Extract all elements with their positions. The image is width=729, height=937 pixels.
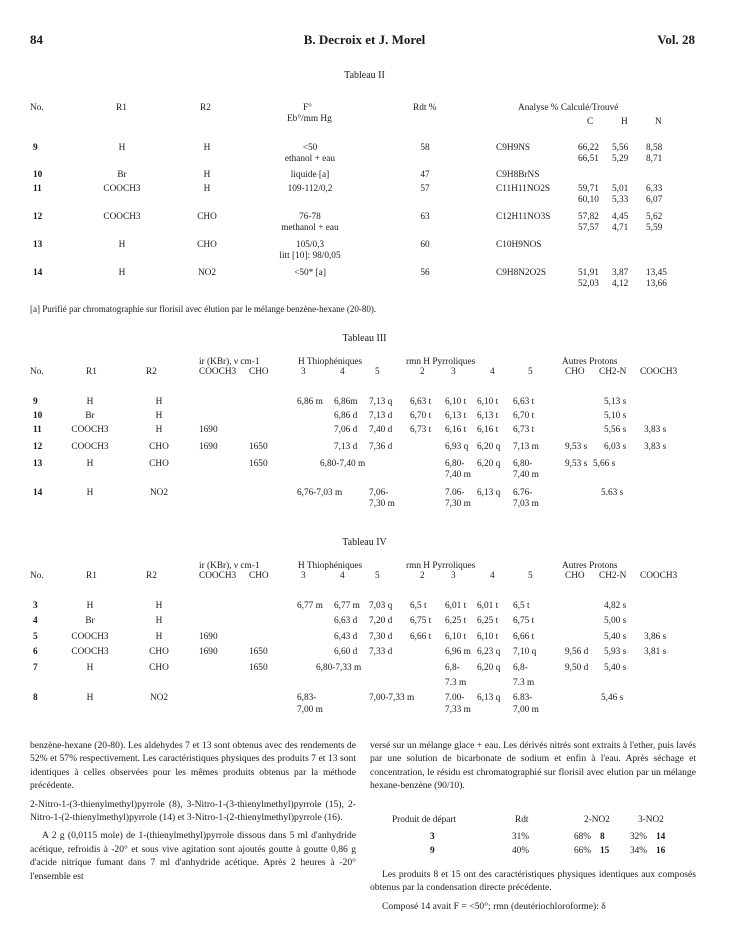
cell-p5: 6,73 t [513,425,535,435]
right-paragraph-2: Les produits 8 et 15 ont des caractéristiques physiques identiques aux composés obtenus par la condensation directe précédente. [370,869,696,894]
col-analyse: Analyse % Calculé/Trouvé [518,103,619,113]
cell-r2: H [155,632,163,642]
cell-no: 13 [33,459,43,469]
cell-p4: 6,20 q [477,442,501,452]
cell-h-found: 5,33 [612,195,629,205]
cell-cho: 9,50 d [565,663,589,673]
cell-start: 3 [430,832,435,842]
cell-t3: 6,86 m [297,397,323,407]
cell-cooch3: 3,81 s [644,647,667,657]
col-ir: ir (KBr), ν cm-1 [199,561,260,571]
cell-ch2n: 5,40 s [604,663,627,673]
cell-t5: 7,30 d [369,632,393,642]
running-title: B. Decroix et J. Morel [303,32,426,47]
col-pyr-5: 5 [528,367,533,377]
cell-no: 5 [33,632,38,642]
right-paragraph-3: Composé 14 avait F = <50°; rmn (deutériochloroforme): δ [382,900,606,912]
col-pyrrolic: rmn H Pyrroliques [406,357,476,367]
col-r1: R1 [116,103,127,113]
left-paragraph-2: 2-Nitro-1-(3-thienylmethyl)pyrrole (8), 3-Nitro-1-(3-thienylmethyl)pyrrole (15), 2-Nitro-1-(2-thienylmethyl)pyrrole (14) et 3-Nitro-1-(2-thienylmethyl)pyrrole (16). [30,798,356,824]
cell-f: 109-112/0,2 [287,184,333,194]
cell-r2: NO2 [149,693,169,703]
cell-h: 3,87 [612,268,629,278]
col-2no2: 2-NO2 [584,815,610,825]
cell-p2: 6,66 t [410,632,432,642]
left-paragraph-3: A 2 g (0,0115 mole) de 1-(thienylmethyl)pyrrole dissous dans 5 ml d'anhydride acétique, refroidis à -20° et sous vive agitation sont ajoutés goutte à goutte 0,86 g d'acide nitrique fumant dans 7 ml d'anhydride acétique. Après 2 heures à -20° l'ensemble est [30,830,356,882]
cell-no: 9 [33,397,38,407]
cell-no: 10 [33,170,43,180]
cell-start: 9 [430,846,435,856]
cell-no: 14 [33,268,43,278]
col-ir-cho: CHO [249,571,269,581]
cell-p4: 6,01 t [477,601,499,611]
cell-n: 8,58 [646,143,663,153]
cell-p3-cont: 7,30 m [445,499,471,509]
cell-r2: H [155,601,163,611]
cell-f: <50 [302,143,318,153]
cell-p5: 7,10 q [513,647,537,657]
col-ir-cooch3: COOCH3 [199,571,237,581]
cell-r2: CHO [197,212,217,222]
cell-t5: 7,33 d [369,647,393,657]
cell-ch2n: 6,03 s [604,442,627,452]
cell-p2: 6,5 t [410,601,427,611]
cell-t3: 6,77 m [297,601,323,611]
col-h: H [621,117,628,127]
cell-t5: 7,13 d [369,411,393,421]
col-thiophenic: H Thiophéniques [298,561,363,571]
col-start: Produit de départ [392,815,457,825]
cell-ir1: 1690 [199,647,218,657]
col-rdt: Rdt % [413,103,437,113]
cell-ir1: 1690 [199,425,218,435]
cell-t5: 7,40 d [369,425,393,435]
cell-r2: H [155,397,163,407]
cell-p5-cont: 7,40 m [513,470,539,480]
cell-ch2n: 5.63 s [601,488,624,498]
cell-rdt: 56 [420,268,430,278]
cell-p3: 6,25 t [445,616,467,626]
col-thio-3: 3 [301,571,306,581]
col-pyr-4: 4 [490,367,495,377]
right-paragraph-1: versé sur un mélange glace + eau. Les dérivés nitrés sont extraits à l'ether, puis lavés par une solution de bicarbonate de sodium et enfin à l'eau. Après séchage et concentration, le résidu est chromatographié sur florisil avec elution par un mélange hexane-benzène (90/10). [370,740,696,792]
cell-ch2n: 5,40 s [604,632,627,642]
cell-ch2n: 5,46 s [601,693,624,703]
col-pyr-5: 5 [528,571,533,581]
cell-p4: 6,23 q [477,647,501,657]
cell-p4: 6,13 q [477,488,501,498]
cell-3no2-compound: 14 [656,832,666,842]
cell-rdt: 47 [420,170,430,180]
cell-p5: 6,8- [513,663,528,673]
cell-p5: 7,13 m [513,442,539,452]
cell-r1: H [86,693,94,703]
cell-ir2: 1650 [249,459,268,469]
cell-f: liquide [a] [290,170,330,180]
cell-r2: H [203,143,211,153]
cell-r1: H [118,268,126,278]
cell-r2: CHO [197,240,217,250]
cell-r1: COOCH3 [71,425,109,435]
cell-p5: 6,66 t [513,632,535,642]
cell-2no2-compound: 15 [600,846,610,856]
col-pyr-4: 4 [490,571,495,581]
col-cooch3: COOCH3 [640,367,678,377]
cell-t4: 6,63 d [334,616,358,626]
cell-no: 7 [33,663,38,673]
cell-p2: 6,73 t [410,425,432,435]
cell-r1: Br [85,411,95,421]
cell-n-found: 5,59 [646,223,663,233]
cell-n-found: 13,66 [646,279,667,289]
table-2-footnote: [a] Purifié par chromatographie sur florisil avec élution par le mélange benzène-hexane (20-80). [30,304,377,314]
col-ir: ir (KBr), ν cm-1 [199,357,260,367]
cell-formula: C9H8N2O2S [496,268,547,278]
cell-n-found: 6,07 [646,195,663,205]
col-ir-cho: CHO [249,367,269,377]
cell-formula: C9H8BrNS [496,170,540,180]
cell-r1: H [86,488,94,498]
cell-ir2: 1650 [249,442,268,452]
cell-cooch3: 3,83 s [644,425,667,435]
cell-ir2: 1650 [249,647,268,657]
cell-r1: H [86,459,94,469]
cell-r2: H [203,184,211,194]
col-pyr-2: 2 [420,367,425,377]
cell-r1: H [86,397,94,407]
cell-c-found: 60,10 [578,195,599,205]
cell-h-found: 4,12 [612,279,629,289]
col-pyr-2: 2 [420,571,425,581]
col-no: No. [30,367,44,377]
col-eb: Eb°/mm Hg [287,114,332,124]
cell-p5: 6,5 t [513,601,530,611]
right-column-bottom [370,868,696,918]
cell-no: 8 [33,693,38,703]
cell-r2: CHO [149,663,169,673]
cell-p5: 6.76- [513,488,533,498]
table-3-title: Tableau III [342,333,387,344]
cell-p5: 6.83- [513,693,533,703]
cell-t5: 7,36 d [369,442,393,452]
cell-ch2n: 5,13 s [604,397,627,407]
cell-n-found: 8,71 [646,154,663,164]
cell-thio-range: 7,00-7,33 m [369,693,415,703]
cell-f-solvent: ethanol + eau [284,154,336,164]
cell-t5: 7,03 q [369,601,393,611]
cell-r1: Br [117,170,127,180]
cell-f: 105/0,3 [295,240,325,250]
cell-ch2n: 5,56 s [604,425,627,435]
cell-t4: 6,86 d [334,411,358,421]
cell-c-found: 66,51 [578,154,599,164]
cell-t4: 7,06 d [334,425,358,435]
cell-p3: 6,16 t [445,425,467,435]
page-number: 84 [30,32,43,47]
cell-p2: 6,75 t [410,616,432,626]
cell-t4: 6,43 d [334,632,358,642]
cell-thio-range: 6,80-7,40 m [320,459,366,469]
cell-p4: 6,20 q [477,663,501,673]
cell-p4: 6,13 q [477,693,501,703]
cell-2no2: 68% [574,832,592,842]
cell-p3: 6,93 q [445,442,469,452]
cell-t3-cont: 7,00 m [297,705,323,715]
col-thio-3: 3 [301,367,306,377]
cell-ch2n: 5,00 s [604,616,627,626]
cell-r2: H [155,411,163,421]
cell-thio-range: 6,80-7,33 m [316,663,362,673]
cell-no: 6 [33,647,38,657]
left-column [30,739,356,888]
col-thio-5: 5 [375,571,380,581]
cell-p4: 6,25 t [477,616,499,626]
cell-r2: CHO [149,459,169,469]
cell-r2: CHO [149,647,169,657]
cell-r2: H [155,616,163,626]
col-r1: R1 [86,367,97,377]
left-paragraph-1: benzène-hexane (20-80). Les aldehydes 7 et 13 sont obtenus avec des rendements de 52% et 57% respectivement. Les caractéristiques physiques des produits 7 et 13 sont identiques à celles observées pour les mêmes produits obtenus par la méthode précédente. [30,740,356,792]
cell-t4: 6,86m [334,397,358,407]
cell-p4: 6,16 t [477,425,499,435]
cell-n: 6,33 [646,184,663,194]
cell-t5-cont: 7,30 m [369,499,395,509]
col-thio-4: 4 [340,571,345,581]
cell-r1: COOCH3 [71,442,109,452]
cell-p5: 6,75 t [513,616,535,626]
cell-cho: 9,56 d [565,647,589,657]
cell-rdt: 57 [420,184,430,194]
cell-thio-range: 6,76-7,03 m [297,488,343,498]
col-no: No. [30,571,44,581]
cell-no: 3 [33,601,38,611]
cell-p3-cont: 7.3 m [445,678,467,688]
col-n: N [655,117,662,127]
cell-h: 5,56 [612,143,629,153]
cell-r2: H [155,425,163,435]
col-ch2n: CH2-N [599,571,627,581]
cell-ir1: 1690 [199,442,218,452]
cell-f: 76-78 [299,212,321,222]
col-ch2n: CH2-N [599,367,627,377]
cell-r2: NO2 [197,268,217,278]
cell-p5-cont: 7,03 m [513,499,539,509]
cell-c-found: 57,57 [578,223,599,233]
col-r1: R1 [86,571,97,581]
col-ir-cooch3: COOCH3 [199,367,237,377]
cell-r1: H [86,663,94,673]
cell-p5-cont: 7.3 m [513,678,535,688]
cell-p4: 6,20 q [477,459,501,469]
cell-p3: 6,10 t [445,397,467,407]
cell-p3-cont: 7,33 m [445,705,471,715]
cell-r1: Br [85,616,95,626]
cell-ch2n: 5,66 s [593,459,616,469]
cell-formula: C11H11NO2S [496,184,551,194]
cell-t5: 7,06- [369,488,389,498]
cell-rdt: 63 [420,212,430,222]
cell-no: 12 [33,442,43,452]
cell-formula: C9H9NS [496,143,531,153]
cell-t4: 7,13 d [334,442,358,452]
cell-p3: 6,13 t [445,411,467,421]
cell-n: 5,62 [646,212,663,222]
cell-r2: H [203,170,211,180]
cell-3no2: 34% [630,846,648,856]
cell-p3-cont: 7,40 m [445,470,471,480]
cell-ch2n: 5,10 s [604,411,627,421]
col-r2: R2 [146,571,157,581]
col-pyr-3: 3 [451,367,456,377]
cell-p5: 6,80- [513,459,533,469]
cell-h-found: 4,71 [612,223,629,233]
cell-rdt: 40% [512,846,530,856]
cell-r1: COOCH3 [103,184,141,194]
cell-r2: NO2 [149,488,169,498]
volume: Vol. 28 [657,32,695,47]
cell-r1: H [86,601,94,611]
cell-2no2-compound: 8 [600,832,605,842]
cell-f-solvent: litt [10]: 98/0,05 [279,251,341,261]
cell-cooch3: 3,86 s [644,632,667,642]
col-cho: CHO [565,571,585,581]
cell-h: 5,01 [612,184,629,194]
cell-p5: 6,70 t [513,411,535,421]
col-other-protons: Autres Protons [562,561,618,571]
cell-3no2: 32% [630,832,648,842]
cell-rdt: 58 [420,143,430,153]
cell-t5: 7,13 q [369,397,393,407]
cell-c: 59,71 [578,184,599,194]
col-no: No. [30,103,44,113]
cell-p3: 6,96 m [445,647,471,657]
cell-formula: C12H11NO3S [496,212,551,222]
cell-rdt: 60 [420,240,430,250]
cell-p3: 7.00- [445,693,465,703]
cell-c: 66,22 [578,143,599,153]
cell-r1: COOCH3 [103,212,141,222]
cell-r1: COOCH3 [71,632,109,642]
cell-p4: 6,10 t [477,632,499,642]
cell-r1: H [118,240,126,250]
col-r2: R2 [200,103,211,113]
cell-no: 9 [33,143,38,153]
right-column-top [370,739,696,798]
table-2-title: Tableau II [344,70,385,81]
cell-ch2n: 4,82 s [604,601,627,611]
col-thio-5: 5 [375,367,380,377]
cell-no: 11 [33,425,42,435]
cell-h-found: 5,29 [612,154,629,164]
cell-p4: 6,13 t [477,411,499,421]
cell-no: 12 [33,212,43,222]
cell-no: 13 [33,240,43,250]
cell-t3: 6,83- [297,693,317,703]
cell-p2: 6,63 t [410,397,432,407]
cell-r1: H [118,143,126,153]
cell-p3: 6,8- [445,663,460,673]
cell-c-found: 52,03 [578,279,599,289]
cell-ir1: 1690 [199,632,218,642]
table-4-title: Tableau IV [342,537,387,548]
col-thiophenic: H Thiophéniques [298,357,363,367]
cell-no: 4 [33,616,38,626]
cell-r1: COOCH3 [71,647,109,657]
cell-h: 4,45 [612,212,629,222]
col-cooch3: COOCH3 [640,571,678,581]
cell-p3: 6,01 t [445,601,467,611]
cell-t4: 6,77 m [334,601,360,611]
cell-2no2: 66% [574,846,592,856]
cell-p3: 6,10 t [445,632,467,642]
cell-f: <50* [a] [294,268,326,278]
col-pyrrolic: rmn H Pyrroliques [406,561,476,571]
cell-3no2-compound: 16 [656,846,666,856]
cell-p5-cont: 7,00 m [513,705,539,715]
cell-no: 11 [33,184,42,194]
col-3no2: 3-NO2 [638,815,664,825]
col-other-protons: Autres Protons [562,357,618,367]
cell-p5: 6,63 t [513,397,535,407]
cell-r2: CHO [149,442,169,452]
cell-n: 13,45 [646,268,667,278]
col-f: F° [303,103,312,113]
cell-no: 10 [33,411,43,421]
cell-cho: 9,53 s [565,442,588,452]
cell-cooch3: 3,83 s [644,442,667,452]
col-cho: CHO [565,367,585,377]
cell-c: 51,91 [578,268,599,278]
cell-p3: 6,80- [445,459,465,469]
cell-p4: 6,10 t [477,397,499,407]
cell-no: 14 [33,488,43,498]
col-c: C [587,117,594,127]
cell-c: 57,82 [578,212,599,222]
col-r2: R2 [146,367,157,377]
cell-p3: 7.06- [445,488,465,498]
col-rdt: Rdt [515,815,529,825]
cell-p2: 6,70 t [410,411,432,421]
cell-f-solvent: methanol + eau [281,223,339,233]
cell-ch2n: 5,93 s [604,647,627,657]
col-pyr-3: 3 [451,571,456,581]
cell-t5: 7,20 d [369,616,393,626]
cell-cho: 9,53 s [565,459,588,469]
col-thio-4: 4 [340,367,345,377]
cell-rdt: 31% [512,832,530,842]
cell-ir2: 1650 [249,663,268,673]
cell-formula: C10H9NOS [496,240,542,250]
cell-t4: 6,60 d [334,647,358,657]
